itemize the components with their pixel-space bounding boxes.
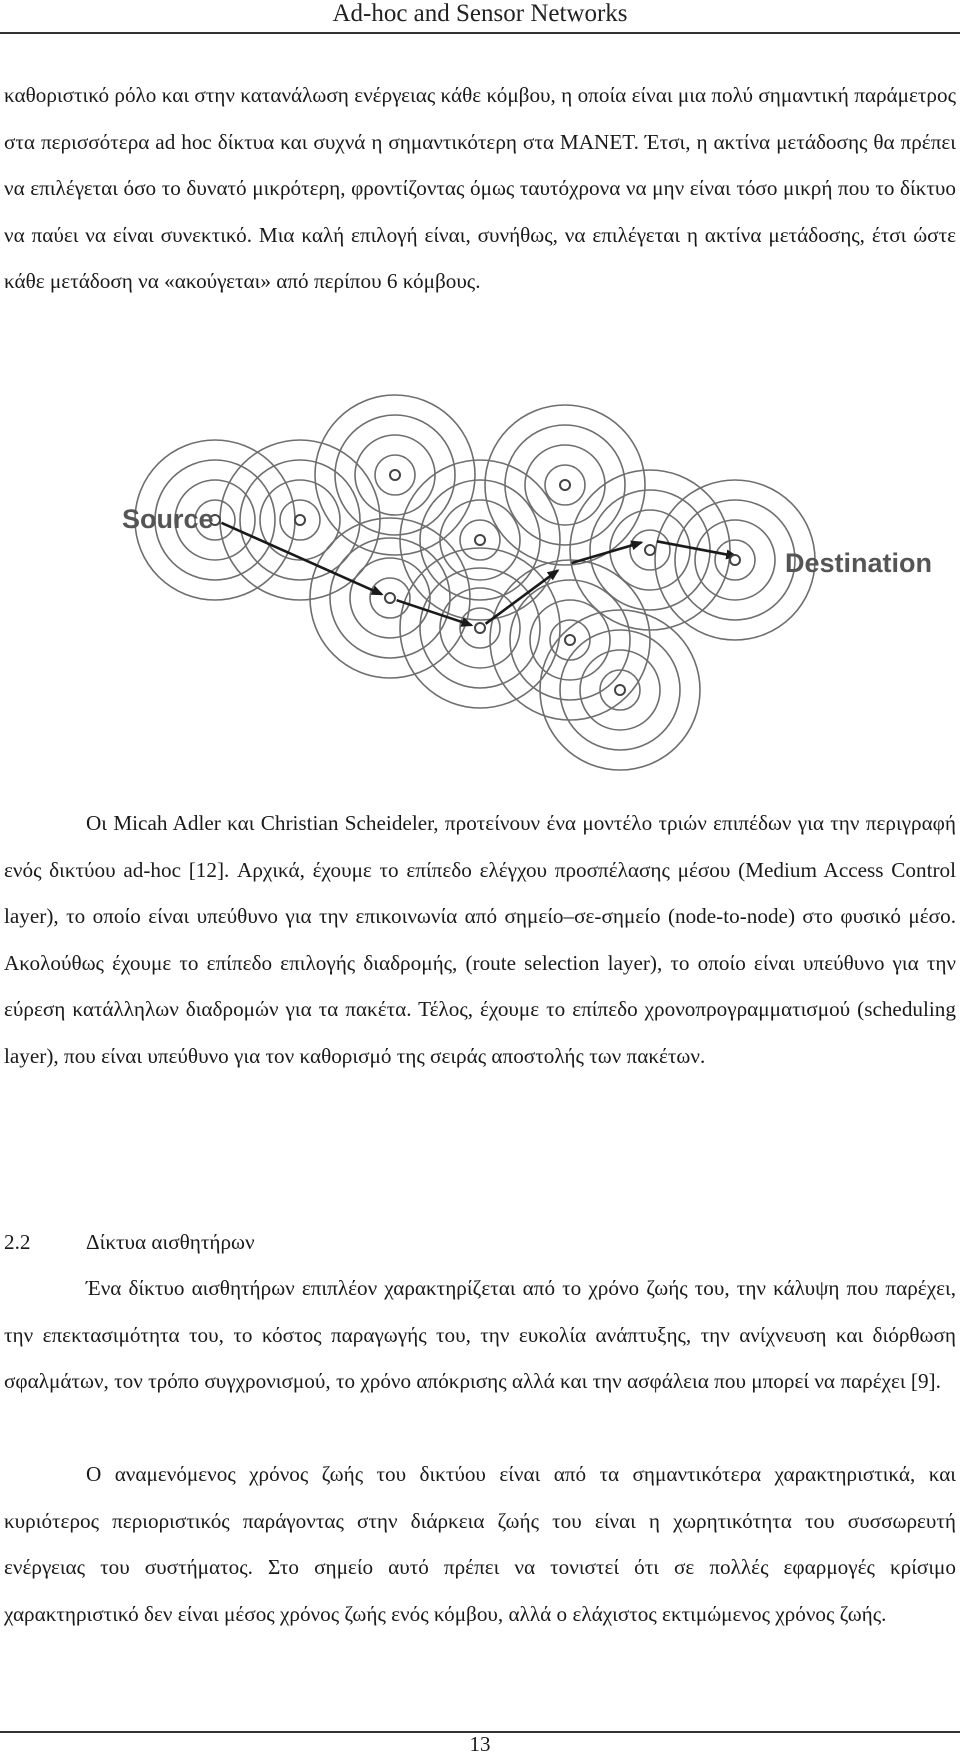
sensor-node bbox=[475, 535, 485, 545]
route-arrow bbox=[397, 600, 472, 625]
section-heading bbox=[4, 1219, 255, 1266]
destination-label: Destination bbox=[785, 548, 933, 578]
sensor-node bbox=[615, 685, 625, 695]
page-number: 13 bbox=[469, 1732, 491, 1756]
section-number: 2.2 bbox=[4, 1230, 31, 1254]
sensor-node bbox=[390, 470, 400, 480]
section-title: Δίκτυα αισθητήρων bbox=[86, 1230, 255, 1254]
multihop-routing-figure bbox=[110, 388, 950, 788]
paragraph-2: Οι Micah Adler και Christian Scheideler, προτείνουν ένα μοντέλο τριών επιπέδων για την περιγραφή ενός δικτύου ad-hoc [12]. Αρχικά, έχουμε το επίπεδο ελέγχου προσπέλασης μέσου (Medium Access Control layer), το οποίο είναι υπεύθυνο για την επικοινωνία από σημείο–σε-σημείο (node-to-node) στο φυσικό μέσο. Ακολούθως έχουμε το επίπεδο επιλογής διαδρομής, (route selection layer), το οποίο είναι υπεύθυνο για την εύρεση κατάλληλων διαδρομών για τα πακέτα. Τέλος, έχουμε το επίπεδο χρονοπρογραμματισμού (scheduling layer), που είναι υπεύθυνο για τον καθορισμό της σειράς αποστολής των πακέτων. bbox=[4, 811, 956, 1068]
paragraph-3: Ένα δίκτυο αισθητήρων επιπλέον χαρακτηρίζεται από το χρόνο ζωής του, την κάλυψη που παρέχει, την επεκτασιμότητα του, το κόστος παραγωγής του, την ευκολία ανάπτυξης, την ανίχνευση και διόρθωση σφαλμάτων, τον τρόπο συγχρονισμού, το χρόνο απόκρισης αλλά και την ασφάλεια που μπορεί να παρέχει [9]. bbox=[4, 1276, 956, 1393]
paragraph-1: καθοριστικό ρόλο και στην κατανάλωση ενέργειας κάθε κόμβου, η οποία είναι μια πολύ σημαντική παράμετρος στα περισσότερα ad hoc δίκτυα και συχνά η σημαντικότερη στα MANET. Έτσι, η ακτίνα μετάδοσης θα πρέπει να επιλέγεται όσο το δυνατό μικρότερη, φροντίζοντας όμως ταυτόχρονα να μην είναι τόσο μικρή που το δίκτυο να παύει να είναι συνεκτικό. Μια καλή επιλογή είναι, συνήθως, να επιλέγεται η ακτίνα μετάδοσης, έτσι ώστε κάθε μετάδοση να «ακούγεται» από περίπου 6 κόμβους. bbox=[4, 83, 956, 293]
source-label: Source bbox=[122, 504, 214, 534]
header-rule bbox=[0, 32, 960, 34]
sensor-node bbox=[385, 593, 395, 603]
paragraph-4: Ο αναμενόμενος χρόνος ζωής του δικτύου είναι από τα σημαντικότερα χαρακτηριστικά, και κυριότερος περιοριστικός παράγοντας στην διάρκεια ζωής του είναι η χωρητικότητα του συσσωρευτή ενέργειας του συστήματος. Στο σημείο αυτό πρέπει να τονιστεί ότι σε πολλές εφαρμογές κρίσιμο χαρακτηριστικό δεν είναι μέσος χρόνος ζωής ενός κόμβου, αλλά ο ελάχιστος εκτιμώμενος χρόνος ζωής. bbox=[4, 1462, 956, 1626]
sensor-node bbox=[295, 515, 305, 525]
transmission-range-rings bbox=[135, 395, 815, 770]
running-header: Ad-hoc and Sensor Networks bbox=[332, 0, 628, 27]
sensor-node bbox=[565, 635, 575, 645]
sensor-node bbox=[730, 555, 740, 565]
sensor-node bbox=[475, 623, 485, 633]
sensor-node bbox=[560, 480, 570, 490]
sensor-node bbox=[645, 545, 655, 555]
